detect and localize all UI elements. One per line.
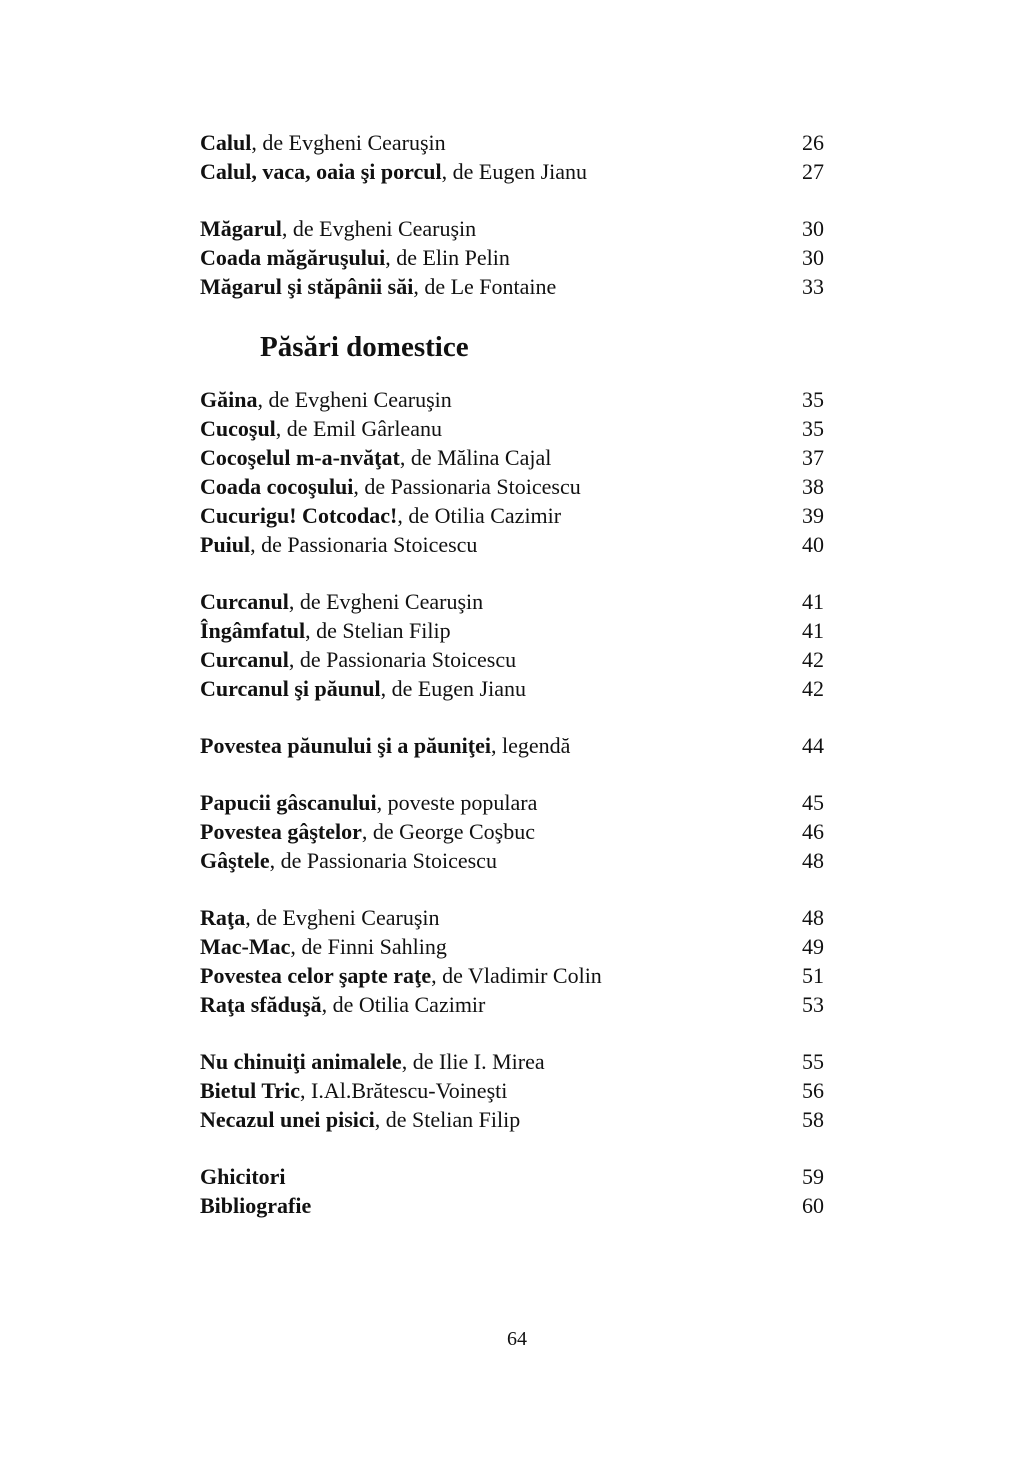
entry-page: 48	[802, 848, 824, 873]
entry-author: , de Otilia Cazimir	[321, 992, 486, 1017]
toc-group	[200, 903, 840, 1019]
entry-author: , de Vladimir Colin	[431, 963, 602, 988]
entry-author: , de Mălina Cajal	[399, 445, 552, 470]
entry-title-bold: Îngâmfatul	[200, 618, 306, 643]
entry-title	[200, 414, 784, 443]
entry-page: 42	[802, 647, 824, 672]
entry-title	[200, 530, 784, 559]
entry-title	[200, 157, 784, 186]
entry-title	[200, 243, 784, 272]
entry-title-bold: Cucoşul	[200, 416, 276, 441]
entry-author: , de Evgheni Cearuşin	[281, 216, 477, 241]
entry-title-bold: Calul, vaca, oaia şi porcul	[200, 159, 442, 184]
entry-title-bold: Necazul unei pisici	[200, 1107, 375, 1132]
entry-title	[200, 990, 784, 1019]
entry-title-bold: Nu chinuiţi animalele	[200, 1049, 402, 1074]
toc-entry	[200, 616, 840, 645]
entry-title	[200, 1191, 784, 1220]
toc-entry	[200, 932, 840, 961]
entry-title-bold: Măgarul şi stăpânii săi	[200, 274, 414, 299]
entry-title	[200, 846, 784, 875]
toc-entry	[200, 385, 840, 414]
entry-title	[200, 731, 784, 760]
toc-entry	[200, 1191, 840, 1220]
entry-page: 40	[802, 532, 824, 557]
entry-title-bold: Ghicitori	[200, 1164, 286, 1189]
entry-author: , de Stelian Filip	[305, 618, 451, 643]
entry-author: , de Passionaria Stoicescu	[269, 848, 497, 873]
entry-title-bold: Măgarul	[200, 216, 282, 241]
entry-page: 37	[802, 445, 824, 470]
page-number: 64	[507, 1328, 527, 1350]
entry-title	[200, 128, 784, 157]
entry-page: 44	[802, 733, 824, 758]
table-of-contents	[200, 128, 840, 1248]
toc-group	[200, 128, 840, 186]
entry-title-bold: Puiul	[200, 532, 251, 557]
entry-author: , de Evgheni Cearuşin	[251, 130, 446, 155]
entry-page: 42	[802, 676, 824, 701]
entry-title-bold: Cocoşelul m-a-nvăţat	[200, 445, 400, 470]
entry-author: , de Le Fontaine	[413, 274, 557, 299]
entry-title-bold: Calul	[200, 130, 252, 155]
entry-title	[200, 788, 784, 817]
entry-title	[200, 472, 784, 501]
entry-title-bold: Coada cocoşului	[200, 474, 354, 499]
entry-title	[200, 501, 784, 530]
entry-title	[200, 961, 784, 990]
toc-entry	[200, 1162, 840, 1191]
entry-page: 35	[802, 416, 824, 441]
toc-entry	[200, 903, 840, 932]
entry-page: 60	[802, 1193, 824, 1218]
entry-author: , de Elin Pelin	[385, 245, 510, 270]
entry-title-bold: Papucii gâscanului	[200, 790, 377, 815]
entry-title-bold: Raţa	[200, 905, 246, 930]
entry-author: , de Stelian Filip	[374, 1107, 521, 1132]
entry-page: 59	[802, 1164, 824, 1189]
toc-group	[200, 214, 840, 301]
toc-entry	[200, 817, 840, 846]
entry-title	[200, 817, 784, 846]
entry-title-bold: Curcanul şi păunul	[200, 676, 381, 701]
entry-author: , de Evgheni Cearuşin	[245, 905, 440, 930]
entry-title-bold: Raţa sfăduşă	[200, 992, 322, 1017]
entry-title-bold: Gâştele	[200, 848, 270, 873]
toc-entry	[200, 788, 840, 817]
entry-page: 51	[802, 963, 824, 988]
toc-entry	[200, 990, 840, 1019]
entry-title	[200, 272, 784, 301]
toc-entry	[200, 157, 840, 186]
toc-entry	[200, 587, 840, 616]
toc-entry	[200, 1076, 840, 1105]
toc-group	[200, 788, 840, 875]
toc-group	[200, 1047, 840, 1134]
entry-title-bold: Curcanul	[200, 647, 289, 672]
entry-author: , de Eugen Jianu	[380, 676, 526, 701]
entry-title-bold: Mac-Mac	[200, 934, 291, 959]
toc-entry	[200, 472, 840, 501]
toc-entry	[200, 243, 840, 272]
entry-author: , de Passionaria Stoicescu	[250, 532, 478, 557]
toc-entry	[200, 414, 840, 443]
entry-page: 41	[802, 589, 824, 614]
entry-title	[200, 443, 784, 472]
entry-author: , de Emil Gârleanu	[275, 416, 442, 441]
entry-page: 55	[802, 1049, 824, 1074]
entry-author: , de Eugen Jianu	[441, 159, 588, 184]
toc-entry	[200, 128, 840, 157]
entry-title	[200, 587, 784, 616]
toc-entry	[200, 674, 840, 703]
entry-title	[200, 645, 784, 674]
entry-title-bold: Cucurigu! Cotcodac!	[200, 503, 398, 528]
entry-title-bold: Povestea păunului şi a păuniţei	[200, 733, 491, 758]
entry-title-bold: Găina	[200, 387, 258, 412]
entry-page: 35	[802, 387, 824, 412]
section-heading: Păsări domestice	[260, 331, 469, 363]
entry-title	[200, 1162, 784, 1191]
toc-entry	[200, 961, 840, 990]
toc-entry	[200, 443, 840, 472]
entry-title	[200, 1076, 784, 1105]
toc-entry	[200, 214, 840, 243]
entry-page: 30	[802, 245, 824, 270]
entry-author: , legendă	[490, 733, 571, 758]
entry-page: 56	[802, 1078, 824, 1103]
entry-author: , de Ilie I. Mirea	[401, 1049, 545, 1074]
entry-page: 45	[802, 790, 824, 815]
entry-author: , de Otilia Cazimir	[397, 503, 562, 528]
entry-page: 26	[802, 130, 824, 155]
entry-title-bold: Coada măgăruşului	[200, 245, 386, 270]
toc-entry	[200, 731, 840, 760]
toc-group	[200, 587, 840, 703]
entry-page: 27	[802, 159, 824, 184]
entry-title	[200, 674, 784, 703]
toc-group	[200, 731, 840, 760]
entry-page: 39	[802, 503, 824, 528]
entry-author: , de Evgheni Cearuşin	[257, 387, 452, 412]
entry-page: 49	[802, 934, 824, 959]
entry-title-bold: Povestea gâştelor	[200, 819, 362, 844]
entry-title-bold: Povestea celor şapte raţe	[200, 963, 432, 988]
entry-page: 41	[802, 618, 824, 643]
entry-title	[200, 385, 784, 414]
entry-author: , poveste populara	[376, 790, 538, 815]
toc-entry	[200, 846, 840, 875]
entry-title-bold: Curcanul	[200, 589, 289, 614]
toc-entry	[200, 530, 840, 559]
toc-entry	[200, 645, 840, 674]
toc-entry	[200, 1047, 840, 1076]
entry-author: , de George Coşbuc	[361, 819, 536, 844]
entry-author: , de Finni Sahling	[290, 934, 447, 959]
entry-page: 33	[802, 274, 824, 299]
entry-page: 48	[802, 905, 824, 930]
entry-page: 30	[802, 216, 824, 241]
entry-author: , de Passionaria Stoicescu	[288, 647, 517, 672]
entry-title	[200, 903, 784, 932]
toc-entry	[200, 501, 840, 530]
entry-author: , de Passionaria Stoicescu	[353, 474, 581, 499]
toc-entry	[200, 1105, 840, 1134]
entry-title	[200, 1047, 784, 1076]
entry-title	[200, 616, 784, 645]
entry-page: 58	[802, 1107, 824, 1132]
entry-author: , I.Al.Brătescu-Voineşti	[300, 1078, 508, 1103]
toc-group	[200, 329, 840, 559]
entry-page: 46	[802, 819, 824, 844]
entry-page: 38	[802, 474, 824, 499]
entry-title-bold: Bibliografie	[200, 1193, 312, 1218]
entry-title-bold: Bietul Tric	[200, 1078, 301, 1103]
toc-entry	[200, 272, 840, 301]
entry-author: , de Evgheni Cearuşin	[288, 589, 484, 614]
entry-title	[200, 214, 784, 243]
entry-page: 53	[802, 992, 824, 1017]
toc-group	[200, 1162, 840, 1220]
entry-title	[200, 932, 784, 961]
entry-title	[200, 1105, 784, 1134]
